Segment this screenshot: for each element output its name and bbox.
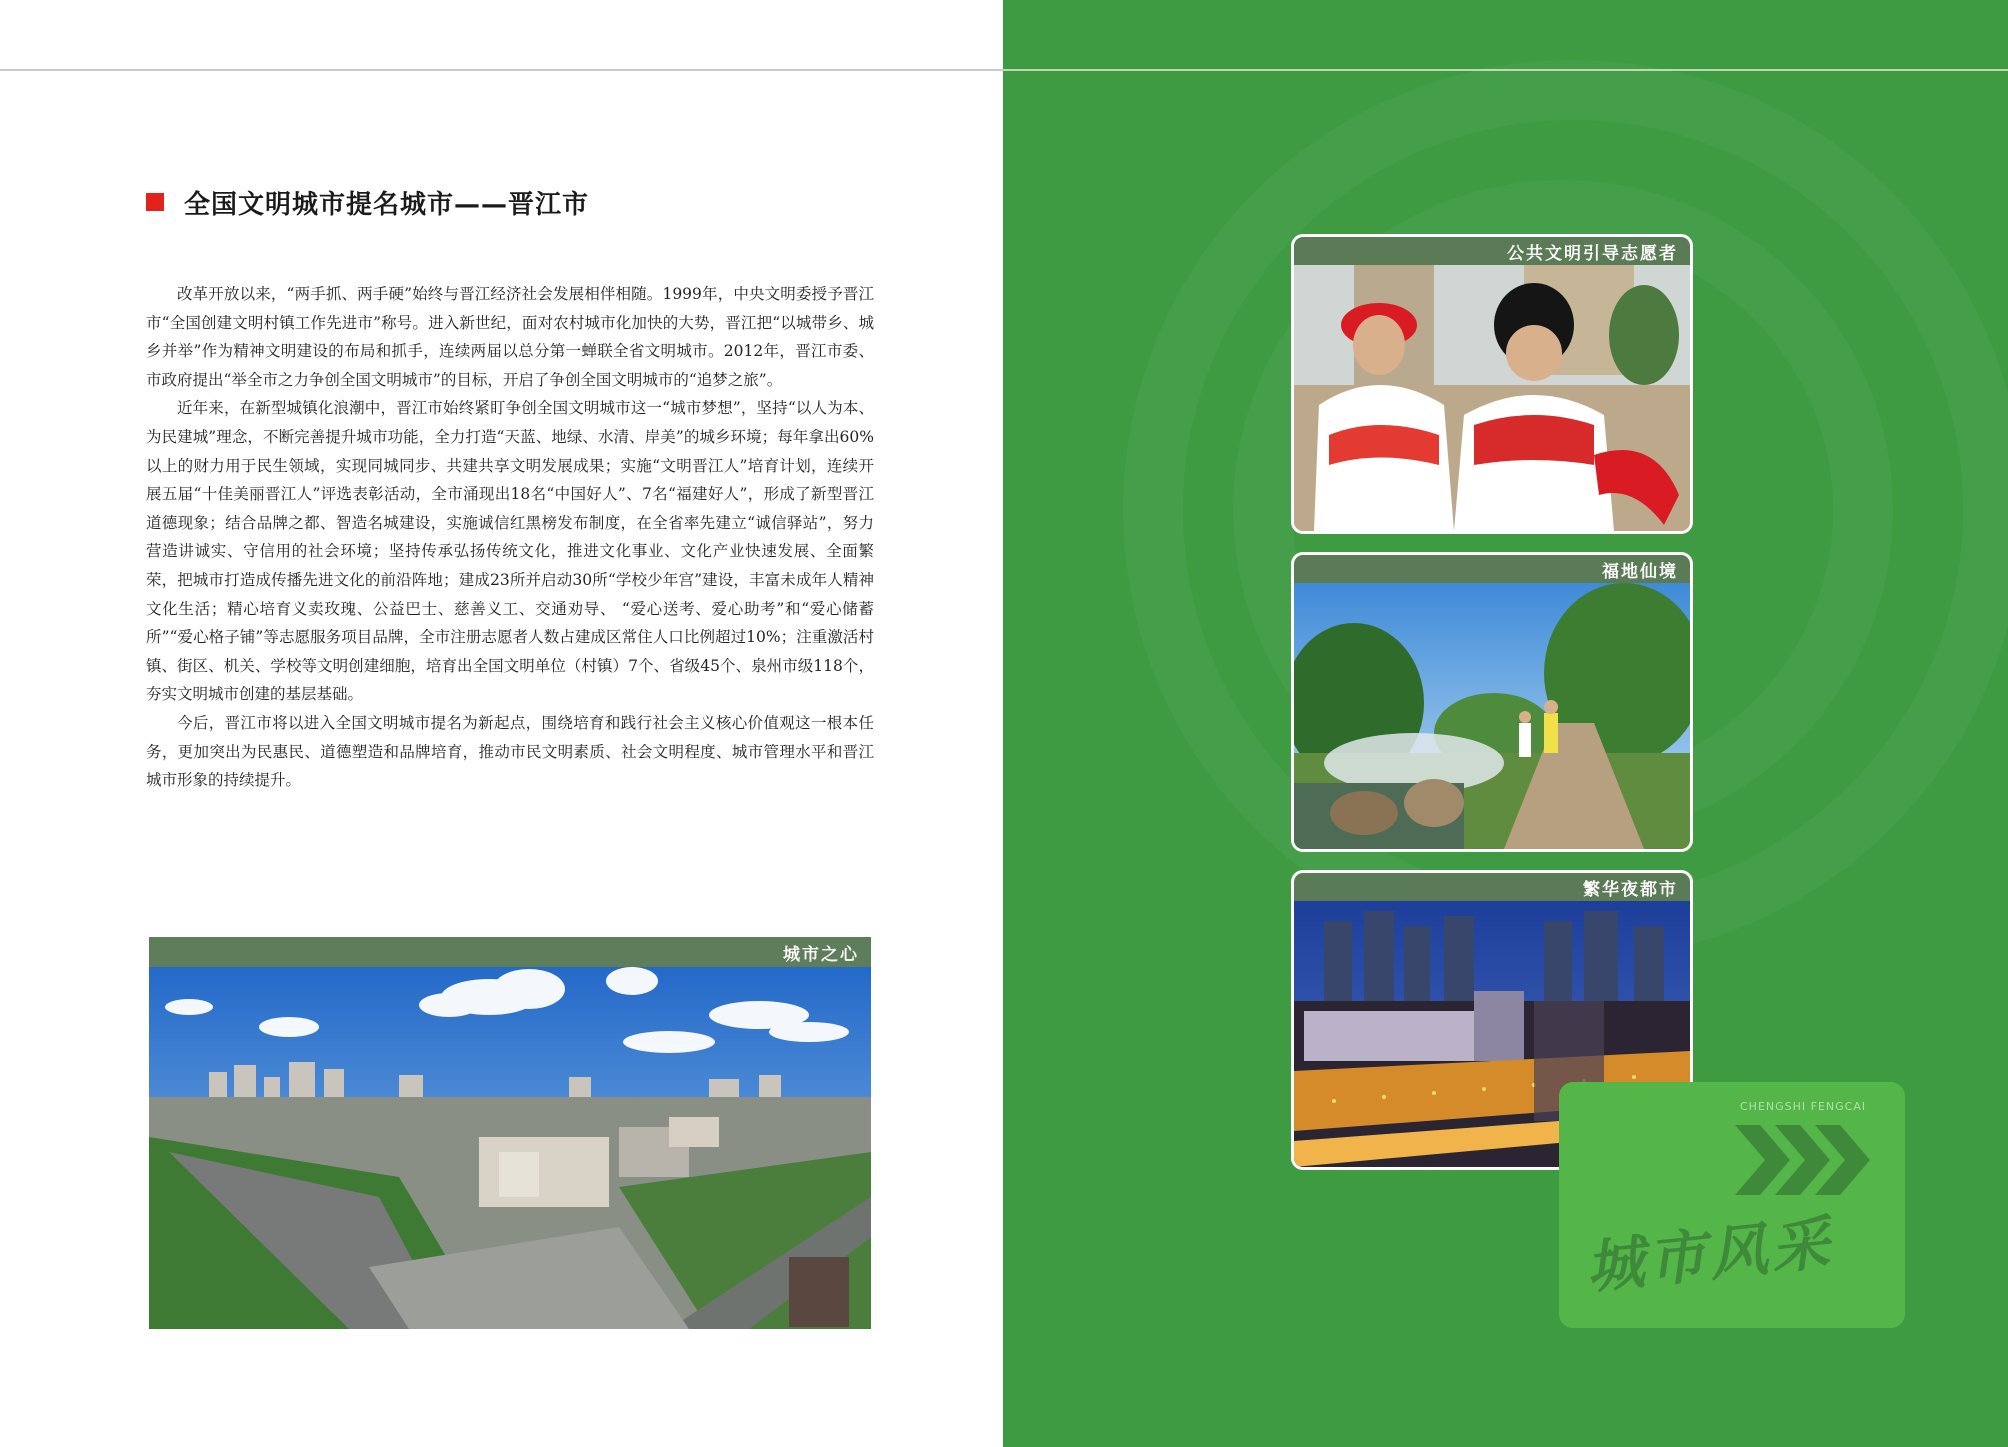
- paragraph: 今后，晋江市将以进入全国文明城市提名为新起点，围绕培育和践行社会主义核心价值观这一根本任务，更加突出为民惠民、道德塑造和品牌培育，推动市民文明素质、社会文明程度、城市管理水平和晋江城市形象的持续提升。: [146, 713, 874, 790]
- photo-card-volunteers: [1291, 234, 1693, 534]
- left-page: [0, 0, 1003, 1447]
- badge-title: 城市风采: [1582, 1208, 1837, 1302]
- card-caption: 繁华夜都市: [1294, 873, 1690, 901]
- badge-pinyin: CHENGSHI FENGCAI: [1740, 1100, 1867, 1113]
- photo-card-garden: [1291, 552, 1693, 852]
- section-heading: [146, 182, 589, 222]
- right-page: [1003, 0, 2008, 1447]
- section-badge: [1559, 1082, 1905, 1328]
- top-rule: [0, 69, 1003, 71]
- heading-title: 全国文明城市提名城市——晋江市: [184, 189, 590, 220]
- card-caption: 福地仙境: [1294, 555, 1690, 583]
- card-caption: 公共文明引导志愿者: [1294, 237, 1690, 265]
- city-heart-photo: [149, 937, 871, 1329]
- chevron-arrows-icon: [1735, 1120, 1875, 1200]
- garden-image: [1294, 583, 1690, 849]
- article-body: [146, 280, 874, 795]
- photo-caption: 城市之心: [149, 937, 871, 967]
- paragraph: 近年来，在新型城镇化浪潮中，晋江市始终紧盯争创全国文明城市这一“城市梦想”，坚持“以人为本、为民建城”理念，不断完善提升城市功能，全力打造“天蓝、地绿、水清、岸美”的城乡环境；每年拿出60%以上的财力用于民生领域，实现同城同步、共建共享文明发展成果；实施“文明晋江人”培育计划，连续开展五届“十佳美丽晋江人”评选表彰活动，全市涌现出18名“中国好人”、7名“福建好人”，形成了新型晋江道德现象；结合品牌之都、智造名城建设，实施诚信红黑榜发布制度，在全省率先建立“诚信驿站”，努力营造讲诚实、守信用的社会环境；坚持传承弘扬传统文化，推进文化事业、文化产业快速发展、全面繁荣，把城市打造成传播先进文化的前沿阵地；建成23所并启动30所“学校少年宫”建设，丰富未成年人精神文化生活；精心培育义卖玫瑰、公益巴士、慈善义工、交通劝导、 “爱心送考、爱心助考”和“爱心储蓄所”“爱心格子铺”等志愿服务项目品牌，全市注册志愿者人数占建成区常住人口比例超过10%；注重激活村镇、街区、机关、学校等文明创建细胞，培育出全国文明单位（村镇）7个、省级45个、泉州市级118个，夯实文明城市创建的基层基础。: [146, 399, 874, 704]
- volunteers-image: [1294, 265, 1690, 531]
- city-skyline-image: [149, 937, 871, 1329]
- paragraph: 改革开放以来，“两手抓、两手硬”始终与晋江经济社会发展相伴相随。1999年，中央文明委授予晋江市“全国创建文明村镇工作先进市”称号。进入新世纪，面对农村城市化加快的大势，晋江把“以城带乡、城乡并举”作为精神文明建设的布局和抓手，连续两届以总分第一蝉联全省文明城市。2012年，晋江市委、市政府提出“举全市之力争创全国文明城市”的目标，开启了争创全国文明城市的“追梦之旅”。: [146, 285, 874, 389]
- heading-square-icon: [146, 193, 164, 211]
